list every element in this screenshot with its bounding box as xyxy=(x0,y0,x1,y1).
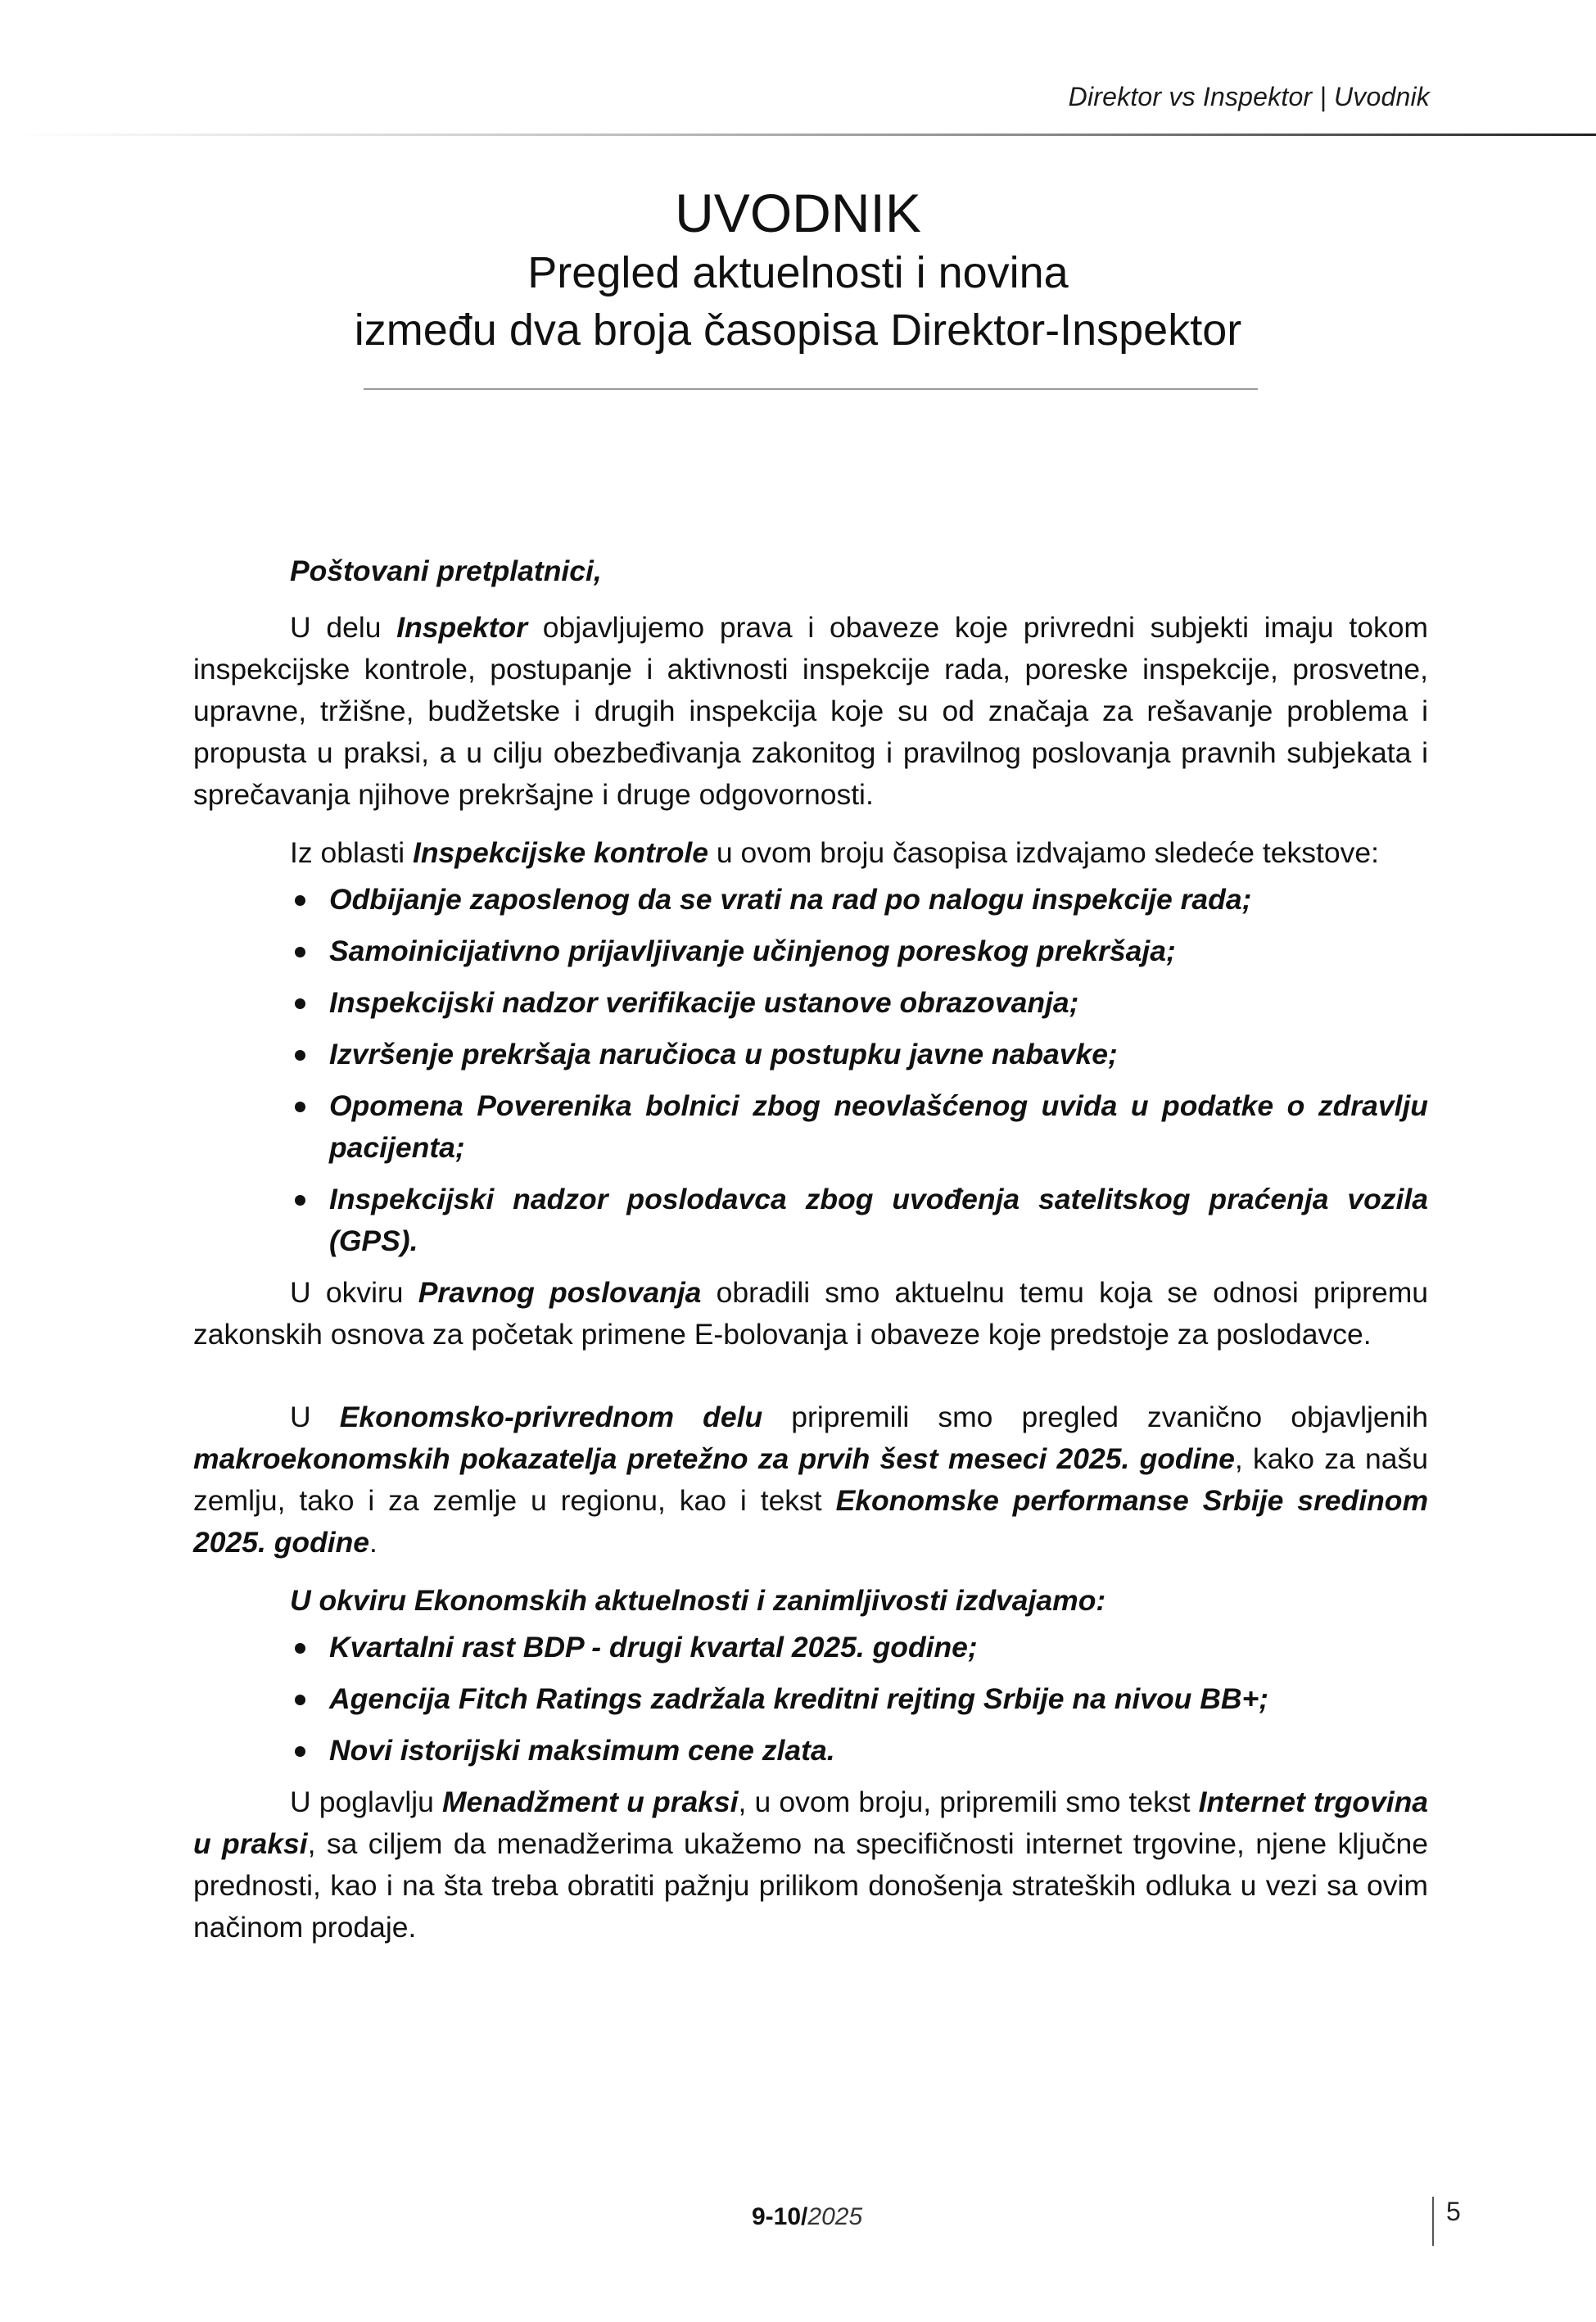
page-number: 5 xyxy=(1446,2197,1461,2226)
list-item xyxy=(290,930,1428,972)
list-item-text: Odbijanje zaposlenog da se vrati na rad po nalogu inspekcije rada; xyxy=(329,883,1252,916)
econ-list xyxy=(193,1627,1428,1772)
emphasis: Internet trgovina u praksi xyxy=(193,1786,1428,1860)
subtitle-line-2: između dva broja časopisa Direktor-Inspektor xyxy=(354,306,1242,355)
text: , sa ciljem da menadžerima ukažemo na specifičnosti internet trgovine, njene ključne prednosti, kao i na šta treba obratiti pažnju prilikom donošenja strateških odluka u vezi sa ovim načinom prodaje. xyxy=(193,1827,1428,1944)
bullet-icon xyxy=(295,895,305,906)
list-item xyxy=(290,1034,1428,1075)
bullet-icon xyxy=(295,1102,305,1112)
greeting: Poštovani pretplatnici, xyxy=(290,554,602,587)
issue-number: 9-10/ xyxy=(752,2203,808,2230)
list-item-text: Agencija Fitch Ratings zadržala kreditni rejting Srbije na nivou BB+; xyxy=(329,1682,1269,1715)
text: u ovom broju časopisa izdvajamo sledeće tekstove: xyxy=(708,836,1379,869)
bullet-icon xyxy=(295,1695,305,1705)
list-item xyxy=(290,1627,1428,1668)
list-item-text: Opomena Poverenika bolnici zbog neovlašćenog uvida u podatke o zdravlju pacijenta; xyxy=(329,1089,1428,1164)
list-item xyxy=(290,1085,1428,1169)
bullet-icon xyxy=(295,1746,305,1757)
text: pripremili smo pregled zvanično objavljenih xyxy=(762,1401,1429,1433)
text: objavljujemo prava i obaveze koje privredni subjekti imaju tokom inspekcijske kontrole, postupanje i aktivnosti inspekcije rada, poreske inspekcije, prosvetne, upravne, tržišne, budžetske i drugih inspekcija koje su od značaja za rešavanje problema i propusta u praksi, a u cilju obezbeđivanja zakonitog i pravilnog poslovanja pravnih subjekata i sprečavanja njihove prekršajne i druge odgovornosti. xyxy=(193,611,1429,811)
text: obradili smo aktuelnu temu koja se odnosi pripremu zakonskih osnova za početak primene E-bolovanja i obaveze koje predstoje za poslodavce. xyxy=(193,1276,1429,1351)
text: . xyxy=(369,1526,378,1559)
text: U okviru xyxy=(290,1276,418,1309)
inspection-list xyxy=(193,879,1428,1262)
issue-year: 2025 xyxy=(807,2203,863,2230)
bullet-icon xyxy=(295,1643,305,1654)
paragraph-pravno-poslovanje xyxy=(193,1272,1428,1356)
footer-issue xyxy=(752,2203,862,2231)
bullet-icon xyxy=(295,1195,305,1206)
text: , u ovom broju, pripremili smo tekst xyxy=(738,1786,1199,1818)
paragraph-menadzment xyxy=(193,1781,1428,1949)
paragraph-inspection-intro xyxy=(193,832,1428,874)
list-item-text: Inspekcijski nadzor poslodavca zbog uvođenja satelitskog praćenja vozila (GPS). xyxy=(329,1183,1428,1257)
list-item-text: Samoinicijativno prijavljivanje učinjenog poreskog prekršaja; xyxy=(329,935,1176,967)
text: , kako za našu zemlju, tako i za zemlje u regionu, kao i tekst xyxy=(193,1442,1428,1517)
paragraph-inspektor xyxy=(193,607,1428,816)
header-rule xyxy=(16,134,1596,136)
text: U xyxy=(290,1401,340,1433)
econ-heading: U okviru Ekonomskih aktuelnosti i zanimljivosti izdvajamo: xyxy=(290,1584,1106,1617)
bullet-icon xyxy=(295,1050,305,1061)
bullet-icon xyxy=(295,947,305,957)
page-title: UVODNIK xyxy=(675,183,921,243)
list-item xyxy=(290,879,1428,921)
emphasis: Inspektor xyxy=(396,611,528,644)
title-rule xyxy=(364,388,1258,390)
text: U poglavlju xyxy=(290,1786,443,1818)
list-item xyxy=(290,982,1428,1024)
title-block xyxy=(0,182,1596,359)
footer-divider xyxy=(1432,2197,1434,2246)
bullet-icon xyxy=(295,998,305,1009)
emphasis: makroekonomskih pokazatelja pretežno za prvih šest meseci 2025. godine xyxy=(193,1442,1235,1475)
list-item xyxy=(290,1730,1428,1772)
emphasis: Inspekcijske kontrole xyxy=(412,836,709,869)
emphasis: Menadžment u praksi xyxy=(442,1786,739,1818)
paragraph-ekonomija xyxy=(193,1396,1428,1564)
list-item-text: Novi istorijski maksimum cene zlata. xyxy=(329,1734,835,1767)
emphasis: Ekonomsko-privrednom delu xyxy=(339,1401,763,1433)
list-item-text: Kvartalni rast BDP - drugi kvartal 2025. godine; xyxy=(329,1631,978,1663)
emphasis: Pravnog poslovanja xyxy=(418,1276,702,1309)
text: U delu xyxy=(290,611,397,644)
text: Iz oblasti xyxy=(290,836,413,869)
article-body xyxy=(193,550,1428,1949)
list-item-text: Inspekcijski nadzor verifikacije ustanove obrazovanja; xyxy=(329,986,1079,1019)
subtitle-line-1: Pregled aktuelnosti i novina xyxy=(527,248,1069,297)
emphasis: Ekonomske performanse Srbije sredinom 2025. godine xyxy=(193,1484,1429,1559)
list-item-text: Izvršenje prekršaja naručioca u postupku javne nabavke; xyxy=(329,1038,1118,1070)
list-item xyxy=(290,1179,1428,1262)
list-item xyxy=(290,1678,1428,1720)
running-header: Direktor vs Inspektor | Uvodnik xyxy=(1068,82,1430,111)
